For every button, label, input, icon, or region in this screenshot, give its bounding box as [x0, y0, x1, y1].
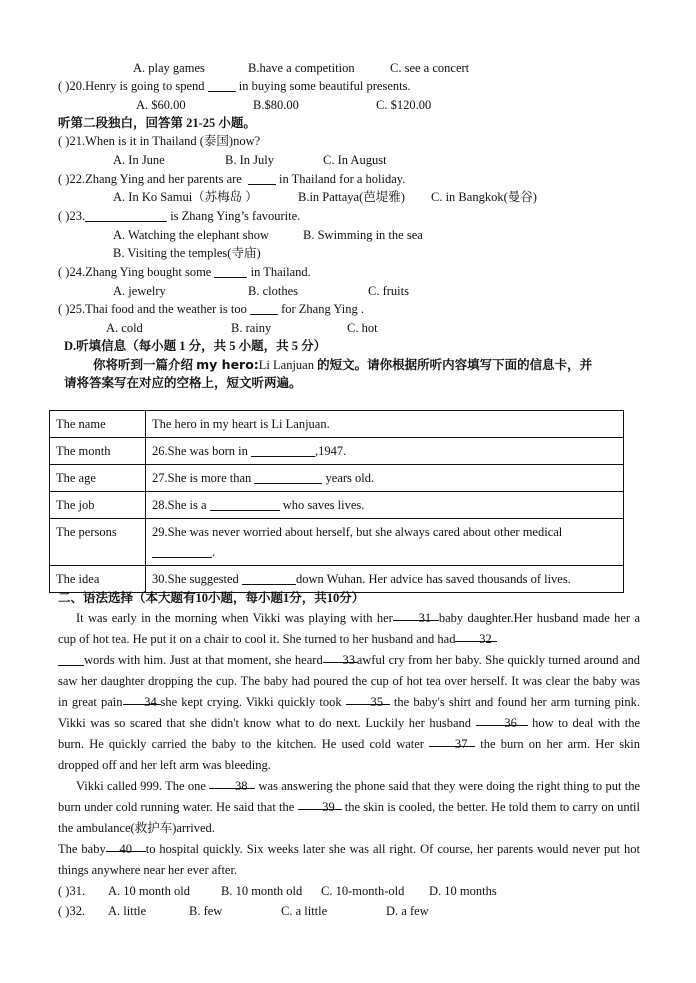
row-label: The age	[50, 465, 146, 492]
row-content: 30.She suggested down Wuhan. Her advice has saved thousands of lives.	[146, 566, 624, 593]
section-heading-monologue-2: 听第二段独白，回答第 21-25 小题。	[58, 116, 256, 130]
q24-option-a: A. jewelry	[113, 284, 166, 298]
blank-39[interactable]: 39	[298, 797, 342, 810]
question-number: ( )23.	[58, 209, 86, 223]
q24-option-b: B. clothes	[248, 284, 298, 298]
question-24	[58, 264, 311, 280]
answer-blank[interactable]	[208, 79, 236, 92]
question-number: ( )21.	[58, 134, 86, 148]
question-number: ( )24.	[58, 265, 86, 279]
section-d-intro-line-2: 请将答案写在对应的空格上，短文听两遍。	[64, 376, 302, 390]
answer-blank-29[interactable]	[152, 545, 212, 558]
question-text: When is it in Thailand (泰国)now?	[85, 134, 261, 148]
q21-option-a: A. In June	[113, 153, 165, 167]
question-text: in buying some beautiful presents.	[235, 79, 411, 93]
info-card-table	[49, 410, 624, 593]
answer-blank[interactable]	[85, 209, 167, 222]
table-row	[50, 492, 624, 519]
q31-option-a: A. 10 month old	[108, 884, 190, 898]
question-number: ( )25.	[58, 302, 86, 316]
answer-blank[interactable]	[214, 265, 247, 278]
blank-38[interactable]: 38	[209, 776, 255, 789]
q25-option-b: B. rainy	[231, 321, 272, 335]
answer-blank-28[interactable]	[210, 498, 280, 511]
question-text: is Zhang Ying’s favourite.	[167, 209, 301, 223]
q31-option-c: C. 10-month-old	[321, 884, 405, 898]
blank-40[interactable]: 40	[106, 839, 146, 852]
section-d-intro-line-1: 你将听到一篇介绍 my hero:Li Lanjuan 的短文。请你根据所听内容填写下面的信息卡，并	[93, 357, 593, 372]
q32-option-c: C. a little	[281, 904, 328, 918]
question-32	[58, 903, 85, 919]
q20-option-b: B.$80.00	[253, 98, 299, 112]
q19-option-a: A. play games	[133, 61, 205, 75]
answer-blank[interactable]	[250, 302, 278, 315]
q32-option-b: B. few	[189, 904, 223, 918]
passage-paragraph-2: Vikki called 999. The one 38 was answering the phone said that they were doing the right thing to put the burn under cold running water. He said that the 39 the skin is cooled, the better. He told them to carry on until the ambulance(救护车)arrived.	[58, 776, 640, 839]
row-content: 27.She is more than years old.	[146, 465, 624, 492]
question-number: ( )20.	[58, 79, 86, 93]
row-label: The job	[50, 492, 146, 519]
table-row	[50, 411, 624, 438]
question-text: Henry is going to spend	[85, 79, 208, 93]
row-content: 26.She was born in ,1947.	[146, 438, 624, 465]
row-content: The hero in my heart is Li Lanjuan.	[146, 411, 624, 438]
row-label: The idea	[50, 566, 146, 593]
question-text: Zhang Ying bought some	[85, 265, 215, 279]
table-row	[50, 566, 624, 593]
blank-32-cont	[58, 653, 84, 666]
blank-37[interactable]: 37	[429, 734, 475, 747]
section-d-title: D.听填信息（每小题 1 分，共 5 小题，共 5 分）	[64, 339, 327, 353]
q23-option-b: B. Swimming in the sea	[303, 228, 423, 242]
passage-paragraph-1: It was early in the morning when Vikki was playing with her 31 baby daughter.Her husband made her a cup of hot tea. He put it on a chair to cool it. She turned to her husband and had 32 words with him. Just at that moment, she heard 33 awful cry from her baby. She quickly turned around and saw her daughter dropping the cup. The baby had poured the cup of hot tea over herself. It was clear the baby was in great pain 34 she kept crying. Vikki quickly took 35 the baby's shirt and found her arm turning pink. Vikki was so scared that she didn't know what to do next. Luckily her husband 36 how to deal with the burn. He quickly carried the baby to the kitchen. He used cold water 37 the burn on her arm. Her skin dropped off and her left arm was bleeding.	[58, 608, 640, 776]
passage-paragraph-3: The baby 40 to hospital quickly. Six weeks later she was all right. Of course, her parents would never put hot things anywhere near her ever after.	[58, 839, 640, 881]
row-label: The month	[50, 438, 146, 465]
q22-option-b: B.in Pattaya(芭堤雅)	[298, 190, 405, 204]
question-number: ( )32.	[58, 904, 86, 918]
table-row	[50, 519, 624, 566]
question-number: ( )22.	[58, 172, 86, 186]
q21-option-b: B. In July	[225, 153, 274, 167]
question-text: Thai food and the weather is too	[85, 302, 250, 316]
q22-option-c: C. in Bangkok(曼谷)	[431, 190, 537, 204]
answer-blank[interactable]	[248, 172, 276, 185]
question-number: ( )31.	[58, 884, 86, 898]
question-text: for Zhang Ying .	[277, 302, 364, 316]
q25-option-c: C. hot	[347, 321, 378, 335]
question-text: Zhang Ying and her parents are	[85, 172, 245, 186]
question-20	[58, 78, 411, 94]
question-22	[58, 171, 405, 187]
question-23	[58, 208, 300, 224]
q23-option-a: A. Watching the elephant show	[113, 228, 270, 242]
blank-31[interactable]: 31	[393, 608, 439, 621]
answer-blank-27[interactable]	[254, 471, 322, 484]
blank-32[interactable]: 32	[455, 629, 497, 642]
row-content: 28.She is a who saves lives.	[146, 492, 624, 519]
row-label: The name	[50, 411, 146, 438]
q32-option-d: D. a few	[386, 904, 429, 918]
q21-option-c: C. In August	[323, 153, 387, 167]
answer-blank-30[interactable]	[242, 572, 296, 585]
row-label: The persons	[50, 519, 146, 566]
question-31	[58, 883, 85, 899]
q20-option-a: A. $60.00	[136, 98, 186, 112]
table-row	[50, 465, 624, 492]
blank-34[interactable]: 34	[123, 692, 161, 705]
q20-option-c: C. $120.00	[376, 98, 432, 112]
q23-option-c: B. Visiting the temples(寺庙)	[113, 246, 261, 260]
q31-option-b: B. 10 month old	[221, 884, 303, 898]
section-grammar-heading: 二、语法选择（本大题有10小题，每小题1分，共10分）	[58, 591, 365, 605]
question-text: in Thailand for a holiday.	[278, 172, 406, 186]
blank-36[interactable]: 36	[476, 713, 528, 726]
q19-option-c: C. see a concert	[390, 61, 470, 75]
q32-option-a: A. little	[108, 904, 147, 918]
q22-option-a: A. In Ko Samui（苏梅岛 ）	[113, 190, 258, 204]
q31-option-d: D. 10 months	[429, 884, 497, 898]
row-content: 29.She was never worried about herself, but she always cared about other medical .	[146, 519, 624, 566]
question-21	[58, 133, 260, 149]
q19-option-b: B.have a competition	[248, 61, 355, 75]
question-25	[58, 301, 364, 317]
blank-33[interactable]: 33	[323, 650, 357, 663]
q24-option-c: C. fruits	[368, 284, 409, 298]
q25-option-a: A. cold	[106, 321, 143, 335]
blank-35[interactable]: 35	[346, 692, 390, 705]
table-row	[50, 438, 624, 465]
question-text: in Thailand.	[247, 265, 311, 279]
answer-blank-26[interactable]	[251, 444, 315, 457]
